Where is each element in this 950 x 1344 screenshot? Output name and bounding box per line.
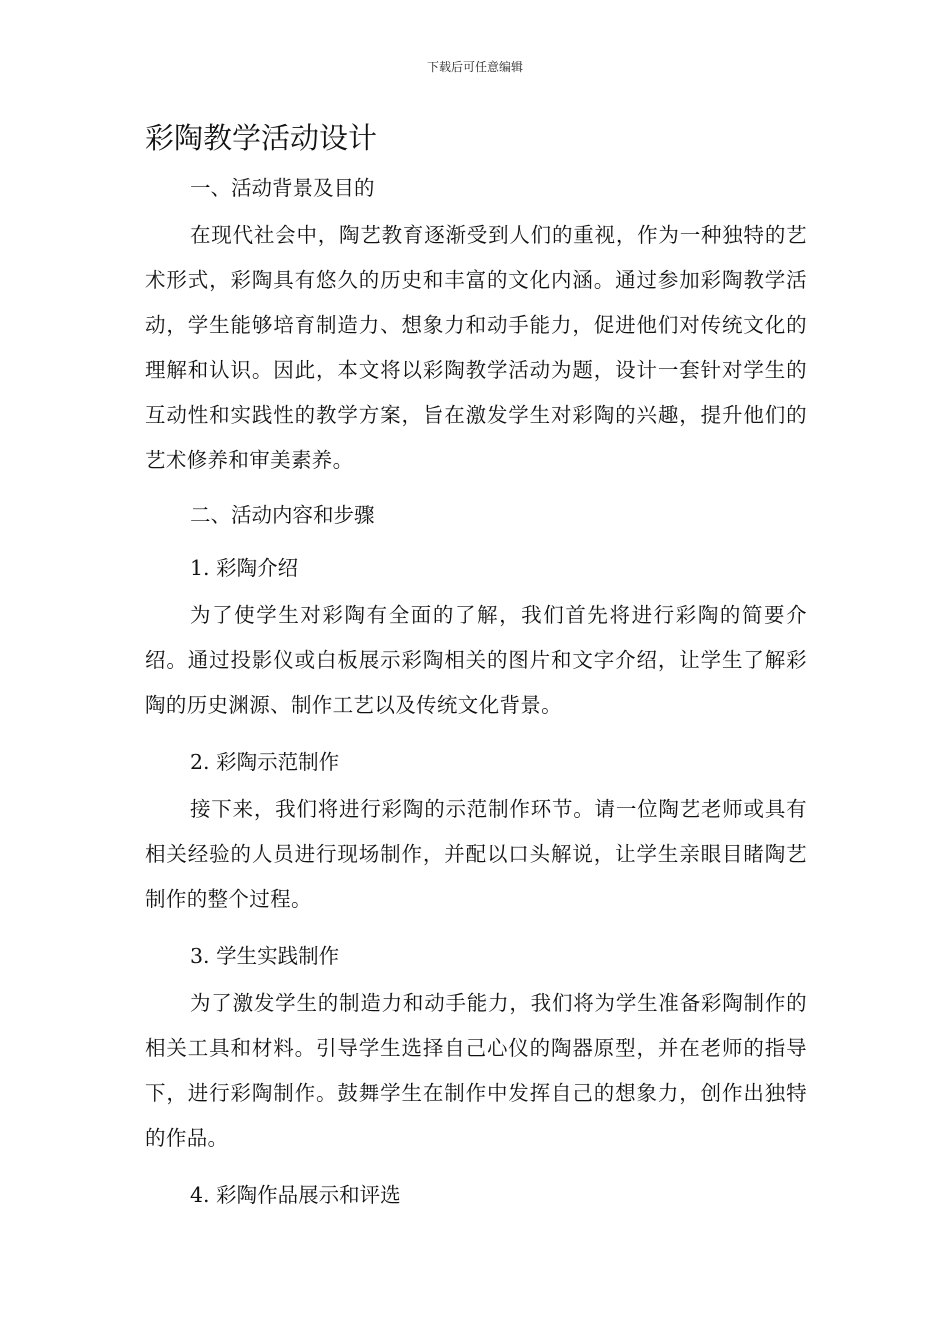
paragraph-background: 在现代社会中，陶艺教育逐渐受到人们的重视，作为一种独特的艺术形式，彩陶具有悠久的历史和丰富的文化内涵。通过参加彩陶教学活动，学生能够培育制造力、想象力和动手能力，促进他们对传统文化的理解和认识。因此，本文将以彩陶教学活动为题，设计一套针对学生的互动性和实践性的教学方案，旨在激发学生对彩陶的兴趣，提升他们的艺术修养和审美素养。 xyxy=(145,223,807,472)
section-heading-background: 一、活动背景及目的 xyxy=(190,176,375,200)
document-title: 彩陶教学活动设计 xyxy=(145,121,378,155)
step-paragraph-3: 为了激发学生的制造力和动手能力，我们将为学生准备彩陶制作的相关工具和材料。引导学生选择自己心仪的陶器原型，并在老师的指导下，进行彩陶制作。鼓舞学生在制作中发挥自己的想象力，创作出独特的作品。 xyxy=(145,991,807,1150)
step-title-3: 3. 学生实践制作 xyxy=(190,944,340,968)
step-title-4: 4. 彩陶作品展示和评选 xyxy=(190,1183,401,1207)
step-title-1: 1. 彩陶介绍 xyxy=(190,556,299,580)
step-paragraph-1: 为了使学生对彩陶有全面的了解，我们首先将进行彩陶的简要介绍。通过投影仪或白板展示彩陶相关的图片和文字介绍，让学生了解彩陶的历史渊源、制作工艺以及传统文化背景。 xyxy=(145,603,807,717)
section-heading-content-steps: 二、活动内容和步骤 xyxy=(190,503,375,527)
page-header-note: 下载后可任意编辑 xyxy=(426,60,523,74)
step-title-2: 2. 彩陶示范制作 xyxy=(190,750,340,774)
step-paragraph-2: 接下来，我们将进行彩陶的示范制作环节。请一位陶艺老师或具有相关经验的人员进行现场制作，并配以口头解说，让学生亲眼目睹陶艺制作的整个过程。 xyxy=(145,797,807,911)
